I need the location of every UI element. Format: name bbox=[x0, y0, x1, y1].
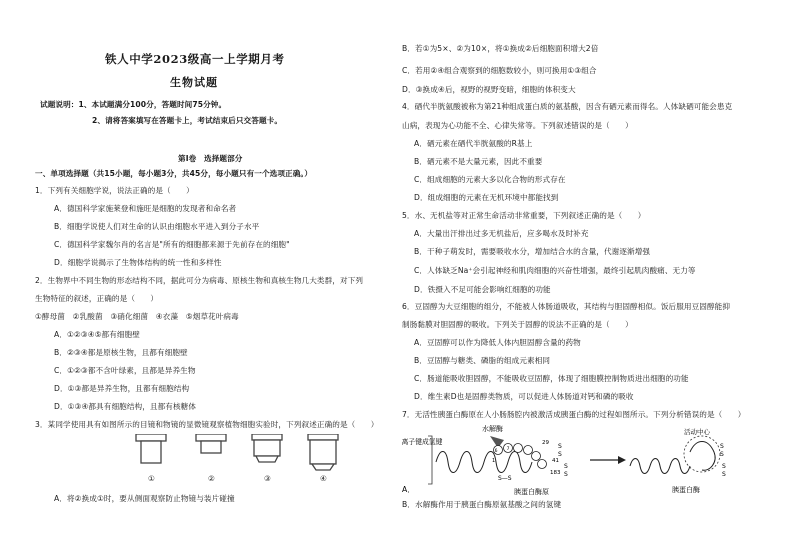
enzyme-activation-diagram bbox=[402, 422, 774, 498]
lens-label-1: ① bbox=[148, 474, 155, 483]
zymogen-chain bbox=[436, 452, 532, 473]
q1-option-a: A．德国科学家施莱登和施旺是细胞的发现者和命名者 bbox=[54, 204, 237, 213]
q6-option-b: B．豆固醇与糖类、磷脂的组成元素相同 bbox=[414, 356, 551, 365]
disulfide-left: S—S bbox=[498, 475, 512, 482]
active-site-label: 活动中心 bbox=[684, 428, 710, 436]
q4-stem-line-1: 4．硒代半胱氨酸被称为第21种组成蛋白质的氨基酸，因含有硒元素而得名。人体缺硒可能会患克 bbox=[402, 102, 733, 111]
q5-option-b: B．干种子萌发时，需要吸收水分，增加结合水的含量，代谢逐渐增强 bbox=[414, 247, 651, 256]
residue-7: 7 bbox=[506, 447, 510, 452]
q3-option-b: B．若①为5×、②为10×，将①换成②后细胞面积增大2倍 bbox=[402, 44, 599, 53]
q1-option-b: B．细胞学说使人们对生命的认识由细胞水平进入到分子水平 bbox=[54, 222, 260, 231]
exam-title: 铁人中学2023级高一上学期月考 bbox=[105, 52, 285, 66]
eyepiece-long bbox=[136, 434, 166, 463]
q1-option-c: C．德国科学家魏尔肖的名言是"所有的细胞都来源于先前存在的细胞" bbox=[54, 240, 290, 249]
residue-1: 1 bbox=[492, 458, 496, 464]
sulfur-top: S bbox=[558, 443, 562, 450]
q2-option-a: A．①②③④⑤都有细胞壁 bbox=[54, 330, 140, 339]
right-column bbox=[402, 0, 774, 560]
residue-6: 6 bbox=[494, 449, 498, 454]
objective-long bbox=[308, 434, 338, 470]
activation-arrow bbox=[590, 456, 626, 464]
q2-option-d1: D．①③都是异养生物，且都有细胞结构 bbox=[54, 384, 190, 393]
active-site-loop bbox=[690, 442, 715, 471]
eyepiece-short bbox=[196, 434, 226, 453]
q7-stem: 7．无活性胰蛋白酶原在人小肠肠腔内被激活成胰蛋白酶的过程如图所示。下列分析错误的是（ ） bbox=[402, 410, 746, 419]
q2-option-b: B．②③④都是原核生物，且都有细胞壁 bbox=[54, 348, 188, 357]
lens-label-3: ③ bbox=[264, 474, 271, 483]
q6-stem-line-2: 制肠黏膜对胆固醇的吸收。下列关于固醇的说法不正确的是（ ） bbox=[402, 320, 633, 329]
q5-option-c: C．人体缺乏Na⁺会引起神经和肌肉细胞的兴奋性增强，最终引起肌肉酸痛、无力等 bbox=[414, 266, 696, 275]
left-column bbox=[30, 0, 398, 560]
section-heading: 一、单项选择题（共15小题，每小题3分，共45分，每小题只有一个选项正确。） bbox=[35, 169, 313, 178]
q5-option-a: A．大量出汗排出过多无机盐后，应多喝水及时补充 bbox=[414, 229, 589, 238]
q4-option-a: A．硒元素在硒代半胱氨酸的R基上 bbox=[414, 139, 533, 148]
q7-option-b: B．水解酶作用于胰蛋白酶原氨基酸之间的氢键 bbox=[402, 500, 562, 509]
enzyme-chain bbox=[630, 459, 690, 474]
sulfur-low: S bbox=[564, 463, 568, 470]
zymogen-label: 胰蛋白酶原 bbox=[514, 488, 549, 496]
right-sulfur-mid: S bbox=[720, 451, 724, 458]
q4-option-b: B．硒元素不是大量元素，因此不重要 bbox=[414, 157, 543, 166]
lens-label-2: ② bbox=[208, 474, 215, 483]
q6-stem-line-1: 6．豆固醇为大豆细胞的组分，不能被人体肠道吸收，其结构与胆固醇相似。饭后服用豆固醇能抑 bbox=[402, 302, 731, 311]
residue-41: 41 bbox=[552, 458, 559, 464]
section-title: 第Ⅰ卷 选择题部分 bbox=[178, 154, 243, 163]
q2-items: ①酵母菌 ②乳酸菌 ③硝化细菌 ④衣藻 ⑤烟草花叶病毒 bbox=[35, 312, 239, 321]
right-sulfur-top: S bbox=[720, 443, 724, 450]
q1-stem: 1．下列有关细胞学说，说法正确的是（ ） bbox=[35, 186, 194, 195]
exam-subtitle: 生物试题 bbox=[170, 76, 218, 89]
sulfur-bottom: S bbox=[564, 471, 568, 478]
enzyme-label: 水解酶 bbox=[482, 425, 503, 433]
q6-option-a: A．豆固醇可以作为降低人体内胆固醇含量的药物 bbox=[414, 338, 581, 347]
q4-option-c: C．组成细胞的元素大多以化合物的形式存在 bbox=[414, 175, 566, 184]
residue-183: 183 bbox=[550, 470, 561, 476]
q5-option-d: D．铁摄入不足可能会影响红细胞的功能 bbox=[414, 285, 551, 294]
q6-option-d: D．维生素D也是固醇类物质，可以促进人体肠道对钙和磷的吸收 bbox=[414, 392, 634, 401]
enzyme-product-label: 胰蛋白酶 bbox=[672, 486, 700, 494]
q1-option-d: D．细胞学说揭示了生物体结构的统一性和多样性 bbox=[54, 258, 222, 267]
q7-option-a-marker: A． bbox=[402, 485, 415, 494]
q3-stem: 3．某同学使用具有如图所示的目镜和物镜的显微镜观察植物细胞实验时，下列叙述正确的是（ ） bbox=[35, 420, 379, 429]
residue-29: 29 bbox=[542, 440, 549, 446]
q6-option-c: C．肠道能吸收胆固醇，不能吸收豆固醇，体现了细胞膜控制物质进出细胞的功能 bbox=[414, 374, 689, 383]
q5-stem: 5．水、无机盐等对正常生命活动非常重要，下列叙述正确的是（ ） bbox=[402, 211, 646, 220]
q2-option-d2: D．①③④都具有细胞结构，且都有核糖体 bbox=[54, 402, 197, 411]
instruction-1: 试题说明：1、本试题满分100分，答题时间75分钟。 bbox=[40, 100, 227, 109]
q3-option-d: D．③换成④后，视野的视野变暗，细胞的体积变大 bbox=[402, 85, 576, 94]
q4-option-d: D．组成细胞的元素在无机环境中都能找到 bbox=[414, 193, 559, 202]
lens-label-4: ④ bbox=[320, 474, 327, 483]
left-vertical-label: 离子键成氢键 bbox=[402, 438, 443, 446]
right-sulfur-bottom: S bbox=[722, 471, 726, 478]
q3-option-c: C．若用②④组合观察到的细胞数较小，则可换用①③组合 bbox=[402, 66, 597, 75]
q2-option-c: C．①②③都不含叶绿素，且都是异养生物 bbox=[54, 366, 196, 375]
q4-stem-line-2: 山病，表现为心功能不全、心律失常等。下列叙述错误的是（ ） bbox=[402, 121, 633, 130]
q3-option-a: A．将②换成①时，要从侧面观察防止物镜与装片碰撞 bbox=[54, 494, 235, 503]
sulfur-mid: S bbox=[558, 451, 562, 458]
q2-stem-line-2: 生物特征的叙述，正确的是（ ） bbox=[35, 294, 159, 303]
q2-stem-line-1: 2．生物界中不同生物的形态结构不同，据此可分为病毒、原核生物和真核生物几大类群，对下列 bbox=[35, 276, 364, 285]
right-sulfur-low: S bbox=[722, 463, 726, 470]
objective-short bbox=[252, 434, 282, 462]
instruction-2: 2、请将答案填写在答题卡上，考试结束后只交答题卡。 bbox=[92, 116, 283, 125]
